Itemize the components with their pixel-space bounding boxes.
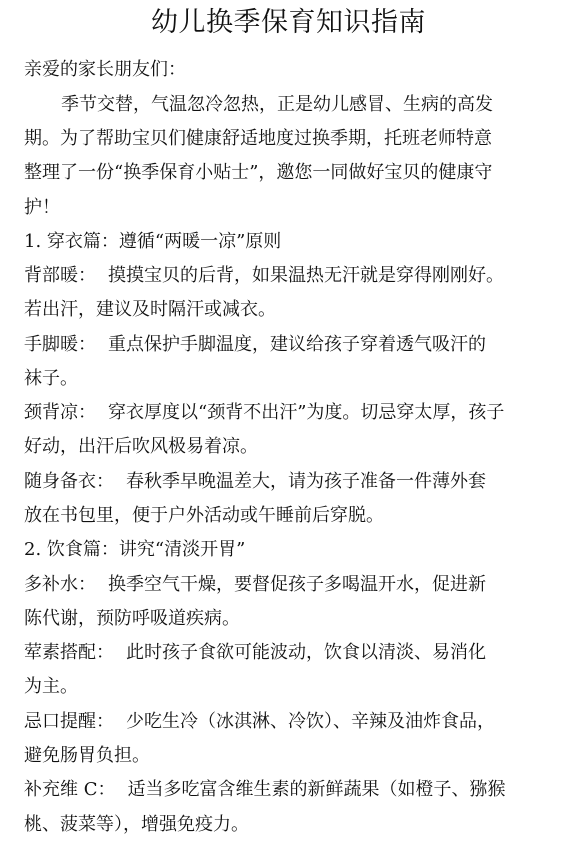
item-label: 忌口提醒： [24,711,114,732]
item-text: 春秋季早晚温差大，请为孩子准备一件薄外套 [126,471,486,492]
item-label: 多补水： [24,574,96,595]
item-label: 背部暖： [24,265,96,286]
item-text-cont: 若出汗，建议及时隔汗或减衣。 [24,299,276,320]
item-text-cont: 桃、菠菜等），增强免疫力。 [24,814,249,835]
diet-item-avoid [24,710,495,734]
item-text: 重点保护手脚温度，建议给孩子穿着透气吸汗的 [108,334,486,355]
item-text: 少吃生冷（冰淇淋、冷饮）、辛辣及油炸食品， [126,711,495,732]
item-label: 手脚暖： [24,334,96,355]
document-title: 幼儿换季保育知识指南 [151,7,426,38]
section-heading-diet: 2. 饮食篇：讲究“清淡开胃” [24,539,246,560]
item-label: 补充维 C： [24,779,116,800]
item-label: 荤素搭配： [24,642,114,663]
item-text: 穿衣厚度以“颈背不出汗”为度。切忌穿太厚，孩子 [108,402,505,423]
item-text: 换季空气干燥，要督促孩子多喝温开水，促进新 [108,574,486,595]
item-label: 随身备衣： [24,471,114,492]
intro-line: 期。为了帮助宝贝们健康舒适地度过换季期，托班老师特意 [24,128,492,149]
item-text-cont: 陈代谢，预防呼吸道疾病。 [24,608,240,629]
clothing-item-spare-clothes [24,470,486,494]
item-text-cont: 袜子。 [24,368,78,389]
diet-item-balance [24,641,486,665]
greeting: 亲爱的家长朋友们： [24,59,186,80]
intro-line: 整理了一份“换季保育小贴士”，邀您一同做好宝贝的健康守 [24,162,493,183]
item-text-cont: 为主。 [24,676,78,697]
section-heading-clothing: 1. 穿衣篇：遵循“两暖一凉”原则 [24,231,282,252]
item-text-cont: 避免肠胃负担。 [24,745,150,766]
item-text-cont: 好动，出汗后吹风极易着凉。 [24,436,258,457]
item-text-cont: 放在书包里，便于户外活动或午睡前后穿脱。 [24,505,384,526]
clothing-item-back-warm [24,264,504,288]
intro-line: 护！ [24,197,60,218]
clothing-item-hands-feet-warm [24,333,486,357]
item-label: 颈背凉： [24,402,96,423]
item-text: 此时孩子食欲可能波动，饮食以清淡、易消化 [126,642,486,663]
item-text: 适当多吃富含维生素的新鲜蔬果（如橙子、猕猴 [127,779,506,800]
item-text: 摸摸宝贝的后背，如果温热无汗就是穿得刚刚好。 [108,265,504,286]
diet-item-vitamin-c [24,778,506,802]
diet-item-water [24,573,486,597]
clothing-item-neck-cool [24,401,504,425]
intro-line: 季节交替，气温忽冷忽热，正是幼儿感冒、生病的高发 [61,94,493,115]
